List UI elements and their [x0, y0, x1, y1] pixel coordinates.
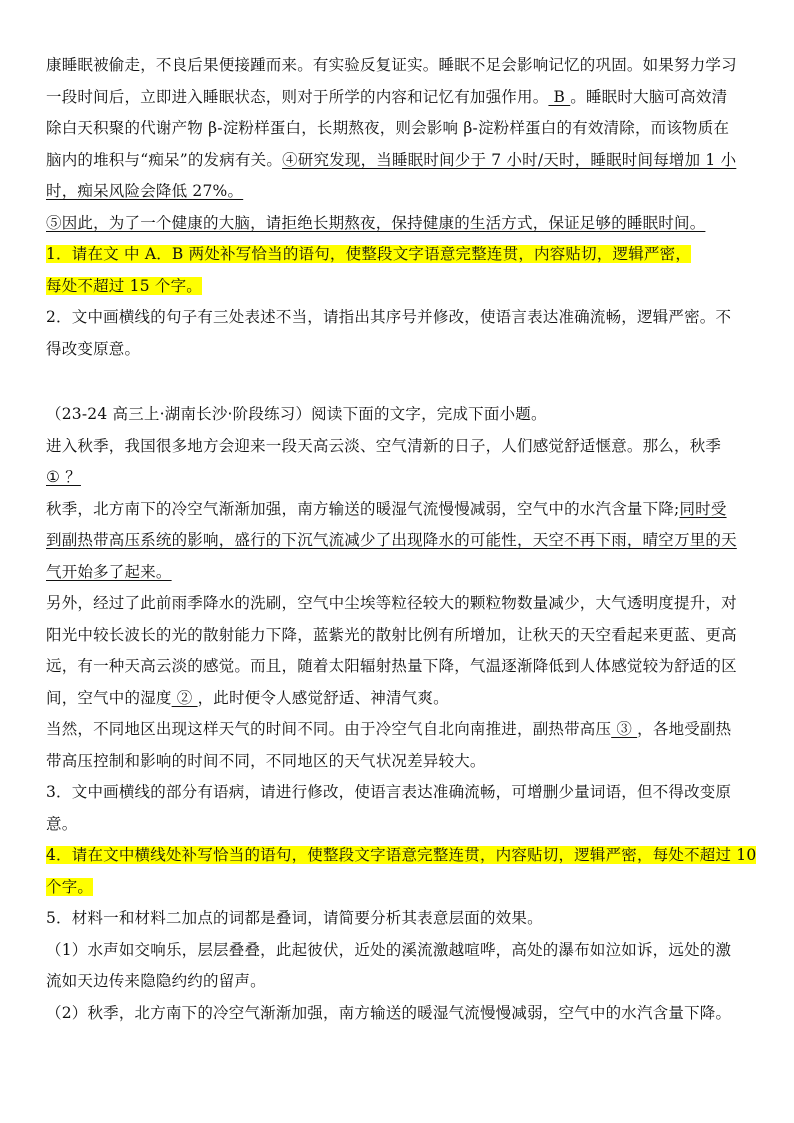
- text: 当然，不同地区出现这样天气的时间不同。由于冷空气自北向南推进，副热带高压: [46, 720, 612, 738]
- passage-2-line-d1: [46, 714, 766, 746]
- underlined-sentence: 同时受: [679, 499, 727, 518]
- question-5-sub-2: [46, 998, 766, 1030]
- question-1-text: 1．请在文 中 A．B 两处补写恰当的语句，使整段文字语意完整连贯，内容贴切，逻辑严密，: [46, 245, 692, 263]
- question-2-line-1: [46, 302, 766, 334]
- question-3-text: 意。: [46, 814, 78, 833]
- blank-2: ②: [171, 688, 198, 707]
- p1-line-2: [46, 82, 766, 114]
- sub-item-1: 流如天边传来隐隐约约的留声。: [46, 972, 266, 990]
- passage-2-line-c4: [46, 683, 766, 715]
- p1-line-5: [46, 176, 766, 208]
- question-4-text: 个字。: [46, 877, 94, 896]
- question-5-text: 5．材料一和材料二加点的词都是叠词，请简要分析其表意层面的效果。: [46, 909, 543, 927]
- underlined-sentence: 气开始多了起来。: [46, 562, 172, 581]
- passage-2-line-d2: [46, 746, 766, 778]
- text: 带高压控制和影响的时间不同，不同地区的天气状况差异较大。: [46, 751, 486, 770]
- spacer: [46, 365, 766, 399]
- p1-line-1: [46, 50, 766, 82]
- passage-2-line-b2: [46, 525, 766, 557]
- passage-2-line-a2: [46, 462, 766, 494]
- text: 远，有一种天高云淡的感觉。而且，随着太阳辐射热量下降，气温逐渐降低到人体感觉较为舒适的区: [46, 657, 737, 675]
- passage-2-line-c1: [46, 588, 766, 620]
- sub-item-1: （1）水声如交响乐，层层叠叠，此起彼伏，近处的溪流激越喧哗，高处的瀑布如泣如诉，远处的激: [46, 940, 732, 959]
- blank-b: B: [548, 87, 571, 106]
- text: 一段时间后，立即进入睡眠状态，则对于所学的内容和记忆有加强作用。: [46, 87, 549, 106]
- question-1-line-1: [46, 239, 766, 271]
- passage-2-source: [46, 399, 766, 431]
- p1-line-4: [46, 145, 766, 177]
- question-2-text: 2．文中画横线的句子有三处表述不当，请指出其序号并修改，使语言表达准确流畅，逻辑严密。不: [46, 308, 732, 326]
- question-3-line-2: [46, 809, 766, 841]
- passage-2-line-c2: [46, 620, 766, 652]
- blank-3: ③: [611, 720, 638, 738]
- question-4-line-1: [46, 840, 766, 872]
- text: 另外，经过了此前雨季降水的洗刷，空气中尘埃等粒径较大的颗粒物数量减少，大气透明度提升，对: [46, 594, 737, 612]
- p1-line-6: [46, 208, 766, 240]
- blank-1: ① ？: [46, 468, 81, 486]
- text: 进入秋季，我国很多地方会迎来一段天高云淡、空气清新的日子，人们感觉舒适惬意。那么，秋季: [46, 436, 722, 455]
- passage-2-line-b1: [46, 494, 766, 526]
- text: 除白天积聚的代谢产物 β-淀粉样蛋白，长期熬夜，则会影响 β-淀粉样蛋白的有效清除，而该物质在: [46, 119, 730, 137]
- document-page: [46, 50, 766, 1029]
- text: 间，空气中的湿度: [46, 688, 172, 707]
- text: 康睡眠被偷走，不良后果便接踵而来。有实验反复证实。睡眠不足会影响记忆的巩固。如果努力学习: [46, 56, 737, 74]
- text: 脑内的堆积与“痴呆”的发病有关。: [46, 150, 283, 169]
- text: 阳光中较长波长的光的散射能力下降，蓝紫光的散射比例有所增加，让秋天的天空看起来更蓝、更高: [46, 625, 737, 644]
- text: 。睡眠时大脑可高效清: [570, 87, 728, 106]
- question-1-line-2: [46, 271, 766, 303]
- question-3-line-1: [46, 777, 766, 809]
- question-4-line-2: [46, 872, 766, 904]
- text: ，各地受副热: [637, 720, 732, 738]
- source-note: （23-24 高三上·湖南长沙·阶段练习）阅读下面的文字，完成下面小题。: [46, 405, 547, 423]
- passage-2-line-c3: [46, 651, 766, 683]
- underlined-sentence: 到副热带高压系统的影响，盛行的下沉气流减少了出现降水的可能性，天空不再下雨，晴空万里的天: [46, 531, 737, 549]
- underlined-sentence-4: ④研究发现，当睡眠时间少于 7 小时/天时，睡眠时间每增加 1 小: [282, 150, 737, 169]
- underlined-sentence-4-cont: 时，痴呆风险会降低 27%。: [46, 182, 244, 200]
- p1-line-3: [46, 113, 766, 145]
- text: ，此时便令人感觉舒适、神清气爽。: [197, 688, 449, 707]
- question-5-sub-1-line-2: [46, 966, 766, 998]
- question-1-text: 每处不超过 15 个字。: [46, 276, 202, 295]
- passage-2-line-a1: [46, 431, 766, 463]
- question-3-text: 3．文中画横线的部分有语病，请进行修改，使语言表达准确流畅，可增删少量词语，但不得改变原: [46, 783, 732, 801]
- question-2-text: 得改变原意。: [46, 339, 141, 358]
- question-4-text: 4．请在文中横线处补写恰当的语句，使整段文字语意完整连贯，内容贴切，逻辑严密，每处不超过 10: [46, 846, 757, 864]
- question-5-line-1: [46, 903, 766, 935]
- question-2-line-2: [46, 334, 766, 366]
- question-5-sub-1-line-1: [46, 935, 766, 967]
- sub-item-2: （2）秋季，北方南下的冷空气渐渐加强，南方输送的暖湿气流慢慢减弱，空气中的水汽含量下降。: [46, 1003, 732, 1022]
- passage-2-line-b3: [46, 557, 766, 589]
- underlined-sentence-5: ⑤因此，为了一个健康的大脑，请拒绝长期熬夜，保持健康的生活方式，保证足够的睡眠时间。: [46, 213, 706, 232]
- text: 秋季，北方南下的冷空气渐渐加强，南方输送的暖湿气流慢慢减弱，空气中的水汽含量下降;: [46, 499, 680, 518]
